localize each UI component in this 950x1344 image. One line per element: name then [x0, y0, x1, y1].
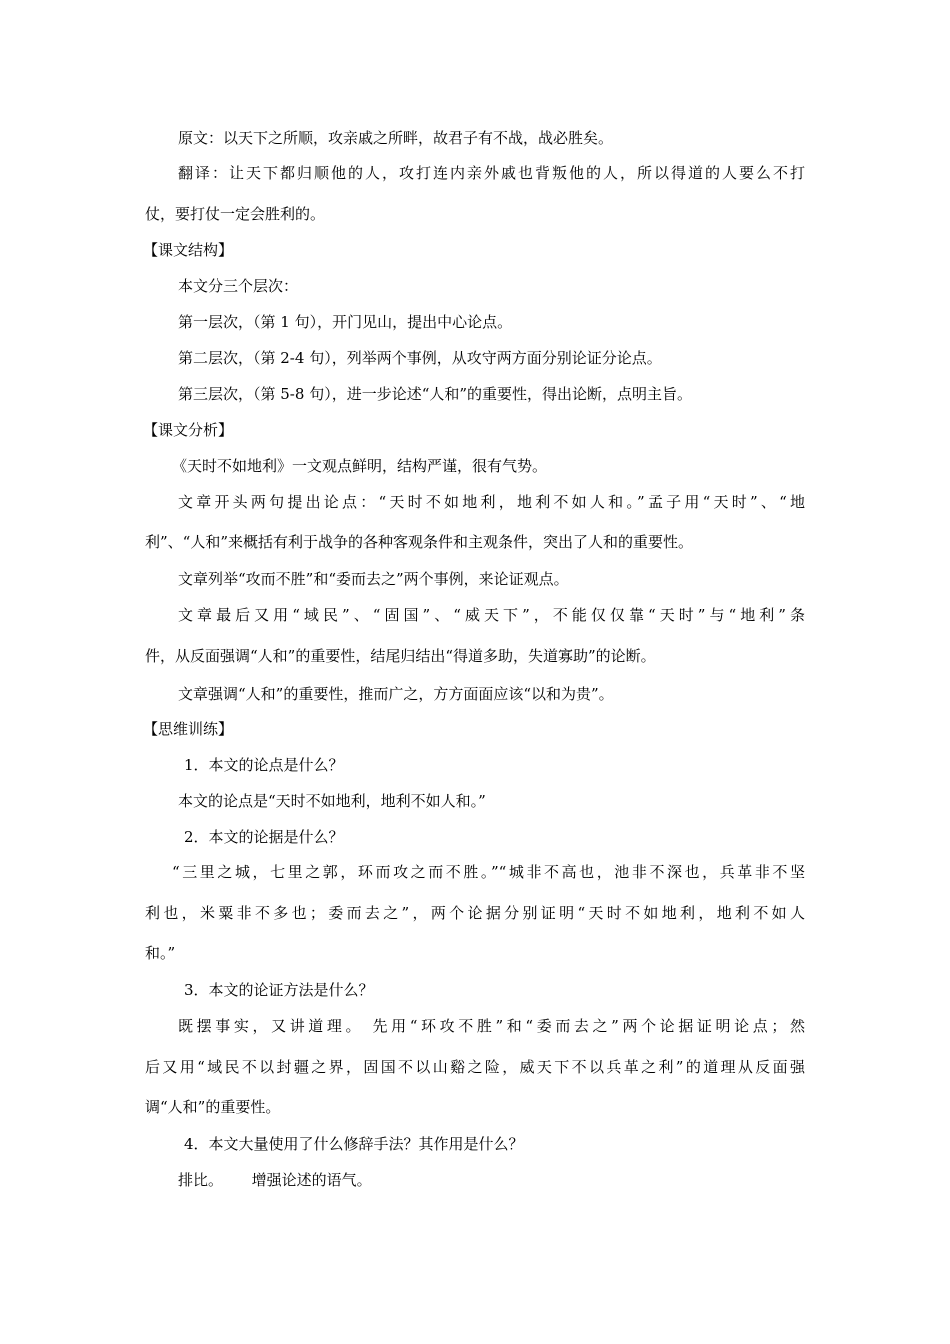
analysis-paragraph-1: 《天时不如地利》一文观点鲜明，结构严谨，很有气势。	[172, 457, 548, 475]
answer-3-line-3: 调“人和”的重要性。	[145, 1098, 281, 1116]
answer-2-line-2: 利也，米粟非不多也；委而去之”，两个论据分别证明“天时不如地利，地利不如人	[145, 904, 805, 922]
answer-3-line-2: 后又用“域民不以封疆之界，固国不以山谿之险，威天下不以兵革之利”的道理从反面强	[145, 1058, 805, 1076]
section-heading-training: 【思维训练】	[143, 720, 234, 738]
translation-line-2: 仗，要打仗一定会胜利的。	[145, 205, 326, 223]
analysis-paragraph-2-line-1: 文章开头两句提出论点：“天时不如地利，地利不如人和。”孟子用“天时”、“地	[178, 493, 805, 511]
answer-4: 排比。 增强论述的语气。	[178, 1171, 372, 1189]
analysis-paragraph-5: 文章强调“人和”的重要性，推而广之，方方面面应该“以和为贵”。	[178, 685, 614, 703]
question-2: 2．本文的论据是什么？	[184, 828, 344, 846]
structure-level-1: 第一层次，（第 1 句），开门见山，提出中心论点。	[178, 313, 513, 331]
analysis-paragraph-2-line-2: 利”、“人和”来概括有利于战争的各种客观条件和主观条件，突出了人和的重要性。	[145, 533, 694, 551]
structure-intro: 本文分三个层次：	[178, 277, 299, 295]
translation-line-1: 翻译：让天下都归顺他的人，攻打连内亲外戚也背叛他的人，所以得道的人要么不打	[178, 164, 805, 182]
section-heading-structure: 【课文结构】	[143, 241, 234, 259]
answer-2-line-3: 和。”	[145, 944, 176, 962]
structure-level-3: 第三层次，（第 5-8 句），进一步论述“人和”的重要性，得出论断，点明主旨。	[178, 385, 693, 403]
analysis-paragraph-4-line-2: 件，从反面强调“人和”的重要性，结尾归结出“得道多助，失道寡助”的论断。	[145, 647, 656, 665]
structure-level-2: 第二层次，（第 2-4 句），列举两个事例，从攻守两方面分别论证分论点。	[178, 349, 662, 367]
analysis-paragraph-3: 文章列举“攻而不胜”和“委而去之”两个事例，来论证观点。	[178, 570, 569, 588]
answer-1: 本文的论点是“天时不如地利，地利不如人和。”	[178, 792, 486, 810]
section-heading-analysis: 【课文分析】	[143, 421, 234, 439]
original-text-line: 原文：以天下之所顺，攻亲戚之所畔，故君子有不战，战必胜矣。	[178, 129, 614, 147]
question-3: 3．本文的论证方法是什么？	[184, 981, 374, 999]
question-4: 4．本文大量使用了什么修辞手法？其作用是什么？	[184, 1135, 524, 1153]
analysis-paragraph-4-line-1: 文章最后又用“域民”、“固国”、“威天下”，不能仅仅靠“天时”与“地利”条	[178, 606, 805, 624]
question-1: 1．本文的论点是什么？	[184, 756, 344, 774]
answer-3-line-1: 既摆事实，又讲道理。 先用“环攻不胜”和“委而去之”两个论据证明论点；然	[178, 1017, 805, 1035]
answer-2-line-1: “三里之城，七里之郭，环而攻之而不胜。”“城非不高也，池非不深也，兵革非不坚	[172, 863, 805, 881]
